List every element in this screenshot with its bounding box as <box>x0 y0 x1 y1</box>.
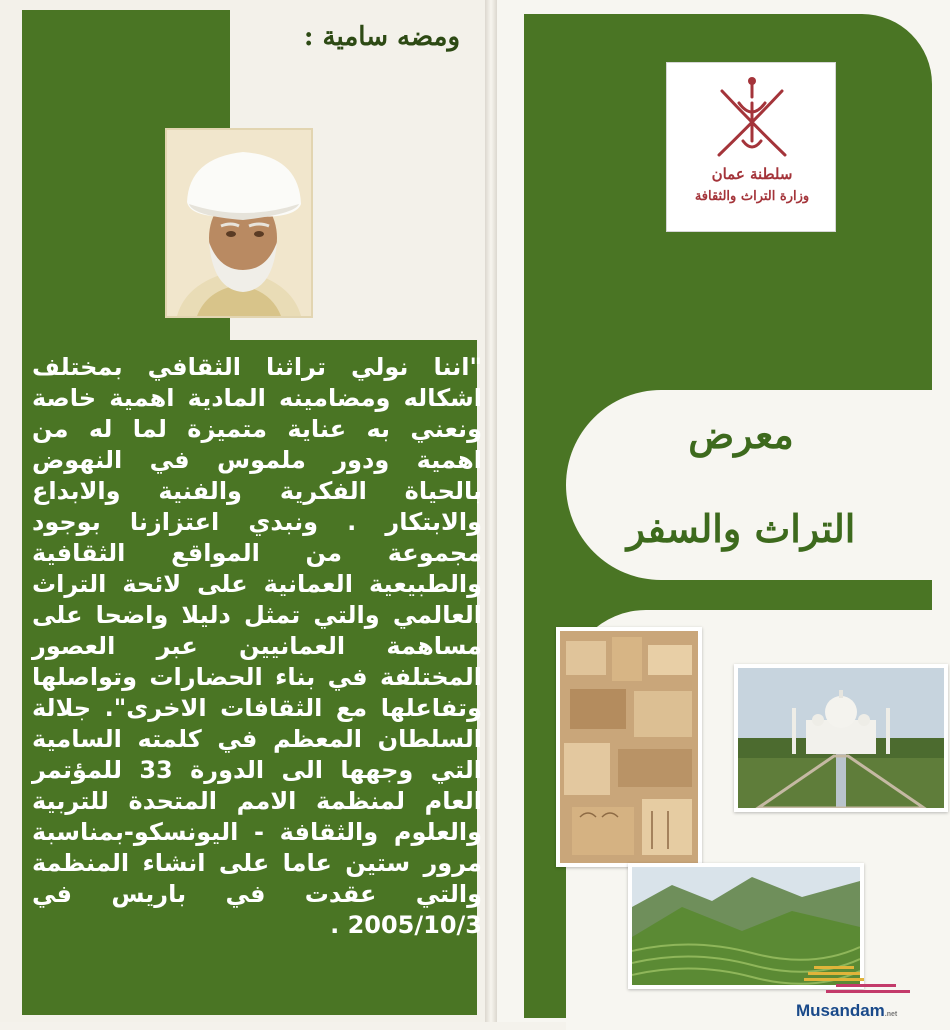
sultan-quote: "اننا نولي تراثنا الثقافي بمختلف اشكاله ومضامينه المادية اهمية خاصة ونعني به عناية متميزة لما له من اهمية ودور ملموس في النهوض بالحياة الفكرية والفنية والابداع والابتكار . ونبدي اعتزازنا بوجود مجموعة من المواقع الثقافية والطبيعية العمانية على لائحة التراث العالمي والتي تمثل دليلا واضحا على مساهمة العمانيين عبر العصور المختلفة في بناء الحضارات وتواصلها وتفاعلها مع الثقافات الاخرى". جلالة السلطان المعظم في كلمته السامية التي وجهها الى الدورة 33 للمؤتمر العام لمنظمة الامم المتحدة للتربية والعلوم والثقافة - اليونسكو-بمناسبة مرور ستين عاما على انشاء المنظمة والتي عقدت في باريس في 2005/10/3 . <box>32 353 482 939</box>
sultan-portrait <box>165 128 313 318</box>
logo-line-country: سلطنة عمان <box>711 165 793 183</box>
portrait-illustration <box>167 130 311 316</box>
ministry-logo <box>666 62 836 232</box>
watermark-suffix: .net <box>884 1011 898 1018</box>
khanjar-emblem-icon <box>667 63 837 163</box>
brochure-fold <box>485 0 497 1022</box>
back-panel-heading: ومضه سامية : <box>303 22 460 52</box>
logo-line-ministry: وزارة التراث والثقافة <box>694 189 810 204</box>
taj-mahal-photo <box>734 664 948 812</box>
watermark-name: Musandam <box>796 1001 885 1020</box>
ruins-photo <box>556 627 702 867</box>
ruins-illustration <box>560 631 698 863</box>
taj-mahal-illustration <box>738 668 944 808</box>
watermark-text <box>796 1001 926 1021</box>
cover-title-line1: معرض <box>688 412 794 457</box>
cover-title-line2: التراث والسفر <box>626 506 856 551</box>
watermark-emblem-icon <box>796 960 946 1000</box>
